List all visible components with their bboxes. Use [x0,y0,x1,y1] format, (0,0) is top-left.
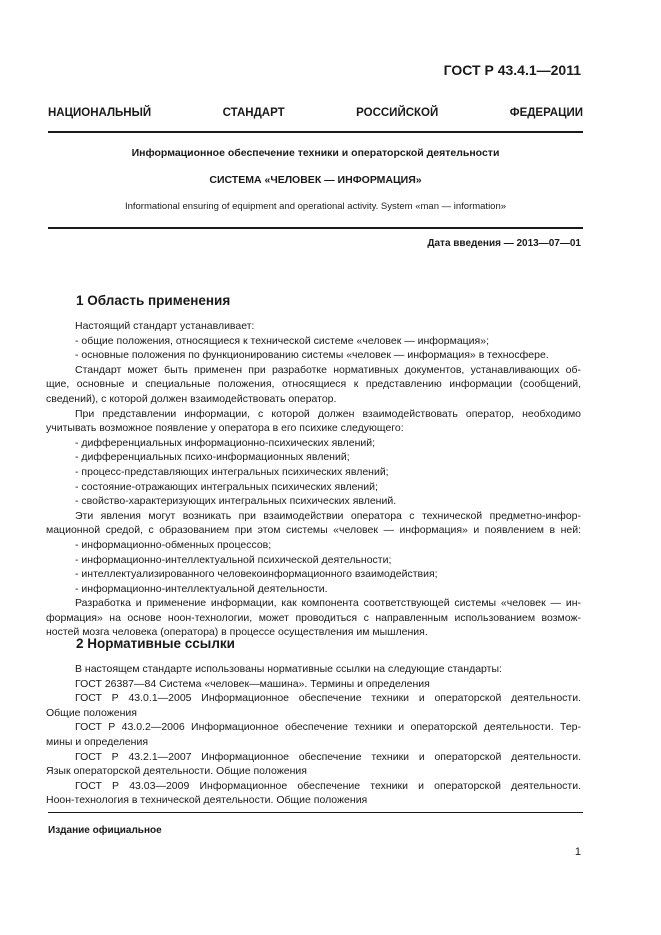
reference-line: ГОСТ Р 43.03—2009 Информационное обеспечение техники и операторской деятельности. [75,779,581,792]
reference-line: Общие положения [46,706,137,719]
paragraph-line: щие, основные и специальные положения, относящиеся к представлению информации (сообщений, [46,378,581,391]
section-2-body [46,662,581,808]
header-rule [48,131,583,133]
section-1-body [46,319,581,640]
list-item: - интеллектуализированного человекоинформационного взаимодействия; [75,568,438,581]
section-1-line: - основные положения по функционированию системы «человек — информация» в техносфере. [75,349,549,362]
section-1-heading: 1 Область применения [76,293,231,308]
introduction-date: Дата введения — 2013—07—01 [427,238,581,249]
paragraph-line: Стандарт может быть применен при разработке нормативных документов, устанавливающих об- [75,363,581,376]
reference-line: ГОСТ Р 43.0.2—2006 Информационное обеспечение техники и операторской деятельности. Тер- [75,721,581,734]
section-2-heading: 2 Нормативные ссылки [76,636,235,651]
list-item: - информационно-интеллектуальной деятельности. [75,582,328,595]
paragraph-line: формация» на основе ноон-технологии, может проводиться с направленным использованием возмож- [46,611,581,624]
reference-line: Язык операторской деятельности. Общие положения [46,765,307,778]
reference-line: Ноон-технология в технической деятельности. Общие положения [46,794,368,807]
reference-line: мины и определения [46,735,149,748]
section-1-line: - общие положения, относящиеся к технической системе «человек — информация»; [75,334,489,347]
list-item: - процесс-представляющих интегральных психических явлений; [75,465,389,478]
list-item: - свойство-характеризующих интегральных психических явлений. [75,495,397,508]
document-number: ГОСТ Р 43.4.1—2011 [443,62,581,78]
section-1-line: Настоящий стандарт устанавливает: [75,320,255,332]
official-edition-label: Издание официальное [48,825,162,836]
footer-rule [48,812,583,813]
list-item: - состояние-отражающих интегральных психических явлений; [75,480,378,493]
reference-line: ГОСТ Р 43.2.1—2007 Информационное обеспечение техники и операторской деятельности. [75,750,581,763]
paragraph-line: Эти явления могут возникать при взаимодействии оператора с технической предметно-инфор- [75,509,581,522]
paragraph-line: ностей мозга человека (оператора) в процессе осуществления им мышления. [46,626,428,639]
paragraph-line: мационной средой, с образованием при этом системы «человек — информация» и появлением в ней: [46,524,581,537]
list-item: - информационно-интеллектуальной психической деятельности; [75,553,392,566]
paragraph-line: В настоящем стандарте использованы нормативные ссылки на следующие стандарты: [75,663,502,675]
title-line-2: СИСТЕМА «ЧЕЛОВЕК — ИНФОРМАЦИЯ» [209,174,422,186]
reference-line: ГОСТ Р 43.0.1—2005 Информационное обеспечение техники и операторской деятельности. [75,692,581,705]
reference-line: ГОСТ 26387—84 Система «человек—машина». Термины и определения [75,677,430,690]
national-standard-banner: НАЦИОНАЛЬНЫЙ СТАНДАРТ РОССИЙСКОЙ ФЕДЕРАЦИИ [48,107,583,119]
paragraph-line: сведений), с которой должен взаимодействовать оператор. [46,392,337,405]
list-item: - дифференциальных информационно-психических явлений; [75,436,376,449]
page-number: 1 [574,846,581,858]
paragraph-line: учитывать возможное появление у оператора в его психике следующего: [46,422,404,435]
title-line-1: Информационное обеспечение техники и операторской деятельности [131,147,500,159]
paragraph-line: Разработка и применение информации, как компонента соответствующей системы «человек — ин- [75,597,581,610]
title-line-english: Informational ensuring of equipment and operational activity. System «man — information» [124,201,507,212]
title-rule [48,227,583,229]
list-item: - информационно-обменных процессов; [75,538,272,551]
list-item: - дифференциальных психо-информационных явлений; [75,451,350,464]
paragraph-line: При представлении информации, с которой должен взаимодействовать оператор, необходимо [75,407,581,420]
